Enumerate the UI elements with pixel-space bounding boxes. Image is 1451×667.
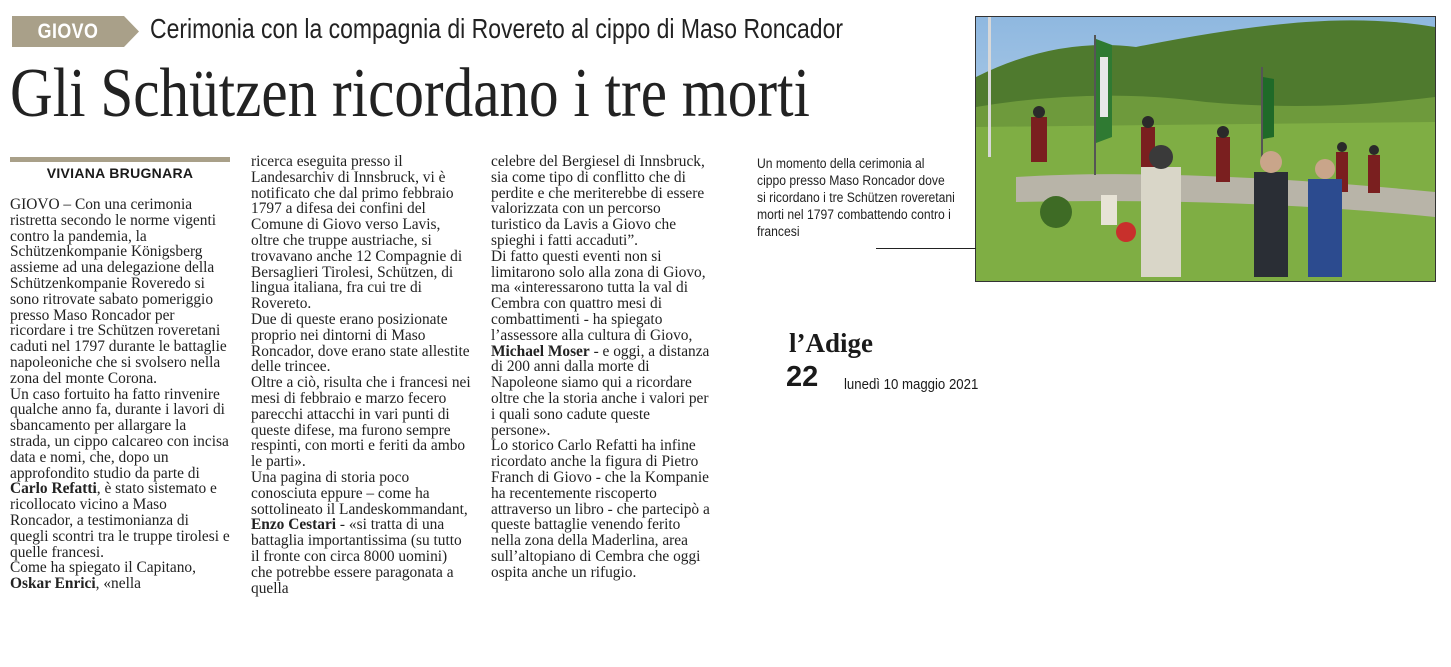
paragraph: Due di queste erano posizionate proprio nei dintorni di Maso Roncador, dove erano state allestite delle trincee. — [251, 310, 470, 376]
person-name: Oskar Enrici — [10, 575, 96, 593]
paragraph: Un caso fortuito ha fatto rinvenire qualche anno fa, durante i lavori di sbancamento per allargare la strada, un cippo calcareo con incisa data e nomi, che, dopo un approfondito studio da parte di Carlo Refatti, è stato sistemato e ricollocato vicino a Maso Roncador, a testimonianza di quegli scontri tra le truppe tirolesi e quelle francesi. — [10, 385, 230, 561]
author-rule — [10, 157, 230, 162]
kicker: Cerimonia con la compagnia di Rovereto al cippo di Maso Roncador — [150, 13, 844, 44]
section-tag-label: GIOVO — [37, 20, 99, 43]
newspaper-name: l’Adige — [789, 328, 873, 358]
ceremony-photo — [975, 16, 1436, 282]
paragraph: celebre del Bergiesel di Innsbruck, sia come tipo di conflitto che di perdite e che meriterebbe di essere valorizzata con un percorso turistico da Lavis a Giovo che spieghi i fatti accaduti”. — [491, 153, 705, 249]
headline: Gli Schützen ricordano i tre morti — [10, 55, 810, 132]
paragraph: Come ha spiegato il Capitano, Oskar Enrici, «nella — [10, 559, 196, 593]
paragraph: Oltre a ciò, risulta che i francesi nei mesi di febbraio e marzo fecero parecchi attacchi in vari punti di queste difese, ma furono sempre respinti, con morti e feriti da ambo le parti». — [251, 374, 471, 471]
author-byline: VIVIANA BRUGNARA — [46, 165, 194, 181]
paragraph: Una pagina di storia poco conosciuta eppure – come ha sottolineato il Landeskommandant, Enzo Cestari - «si tratta di una battaglia importantissima (su tutto il fronte con circa 8000 uomini) che potrebbe essere paragonata a quella — [251, 468, 468, 597]
caption-leader-line — [876, 248, 976, 249]
paragraph: GIOVO – Con una cerimonia ristretta secondo le norme vigenti contro la pandemia, la Schützenkompanie Königsberg assieme ad una delegazione della Schützenkompanie Roveredo si sono ritrovate sabato pomeriggio presso Maso Roncador per ricordare i tre Schützen roveretani caduti nel 1797 durante le battaglie napoleoniche che si svolsero nella zona del monte Corona. — [10, 196, 227, 387]
photo-illustration — [976, 17, 1435, 281]
article-column-3 — [491, 154, 711, 581]
issue-date: lunedì 10 maggio 2021 — [844, 376, 979, 393]
paragraph: Di fatto questi eventi non si limitarono solo alla zona di Giovo, ma «interessarono tutta la val di Cembra con quattro mesi di combattimenti - ha spiegato l’assessore alla cultura di Giovo, Michael Moser - e oggi, a distanza di 200 anni dalla morte di Napoleone siamo qui a ricordare oltre che la storia anche i valori per i quali sono cadute queste persone». — [491, 247, 710, 439]
photo-caption: Un momento della cerimonia al cippo presso Maso Roncador dove si ricordano i tre Schützen roveretani morti nel 1797 combattendo contro i francesi — [757, 156, 955, 239]
person-name: Carlo Refatti — [10, 480, 97, 498]
paragraph: Lo storico Carlo Refatti ha infine ricordato anche la figura di Pietro Franch di Giovo - che la Kompanie ha recentemente riscoperto attraverso un libro - che partecipò a queste battaglie venendo ferito nella zona della Maderlina, area sull’altopiano di Cembra che oggi ospita anche un rifugio. — [491, 437, 710, 581]
page-number: 22 — [786, 361, 819, 393]
section-tag — [12, 16, 140, 47]
person-name: Enzo Cestari — [251, 516, 337, 534]
paragraph: ricerca eseguita presso il Landesarchiv di Innsbruck, vi è notificato che dal primo febbraio 1797 a difesa dei confini del Comune di Giovo verso Lavis, oltre che truppe austriache, si trovavano anche 12 Compagnie di Bersaglieri Tirolesi, Schützen, di lingua italiana, fra cui tre di Rovereto. — [251, 153, 463, 313]
person-name: Michael Moser — [491, 342, 590, 360]
article-column-2 — [251, 154, 471, 596]
article-column-1 — [10, 197, 230, 592]
